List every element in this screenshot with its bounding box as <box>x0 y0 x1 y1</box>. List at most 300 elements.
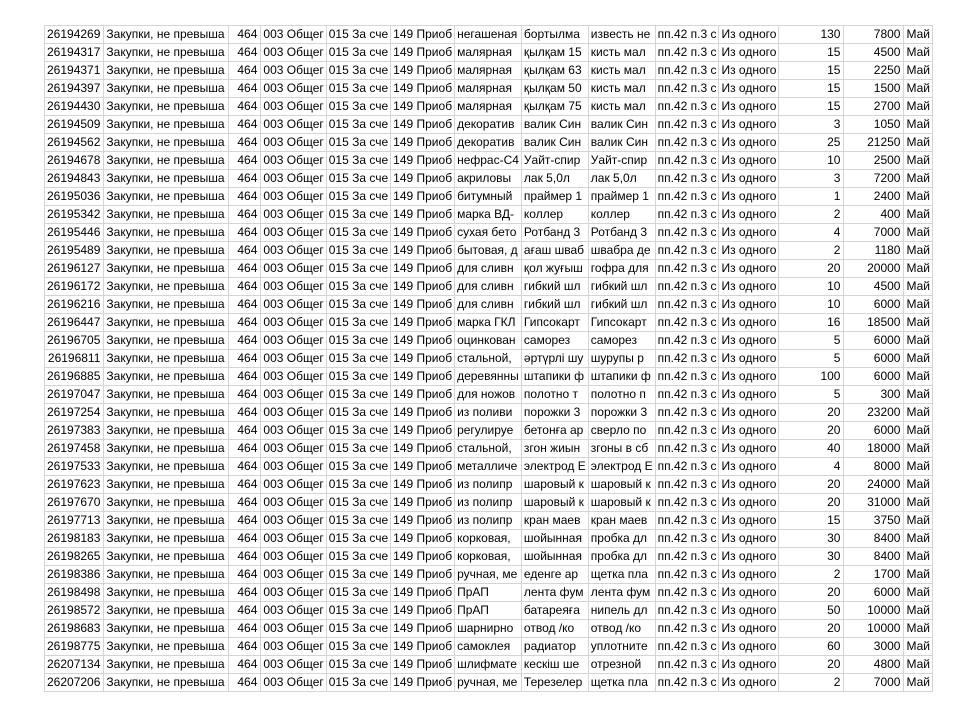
code-cell[interactable]: 464 <box>229 422 261 440</box>
org-cell[interactable]: 003 Общег <box>261 188 326 206</box>
amount-cell[interactable]: 2250 <box>844 62 904 80</box>
method-cell[interactable]: Из одного <box>719 44 779 62</box>
month-cell[interactable]: Май <box>904 440 933 458</box>
name-kz-cell[interactable]: радиатор <box>521 638 588 656</box>
quantity-cell[interactable]: 3 <box>779 116 844 134</box>
article-cell[interactable]: пп.42 п.3 с <box>655 44 719 62</box>
article-cell[interactable]: пп.42 п.3 с <box>655 26 719 44</box>
id-cell[interactable]: 26197713 <box>45 512 104 530</box>
name-ru-cell[interactable]: электрод Е <box>588 458 655 476</box>
specifics-cell[interactable]: 149 Приоб <box>391 440 455 458</box>
name-ru-cell[interactable]: гофра для <box>588 260 655 278</box>
funding-cell[interactable]: 015 За сче <box>326 350 390 368</box>
org-cell[interactable]: 003 Общег <box>261 332 326 350</box>
amount-cell[interactable]: 18000 <box>844 440 904 458</box>
quantity-cell[interactable]: 5 <box>779 386 844 404</box>
quantity-cell[interactable]: 30 <box>779 548 844 566</box>
code-cell[interactable]: 464 <box>229 62 261 80</box>
funding-cell[interactable]: 015 За сче <box>326 674 390 692</box>
id-cell[interactable]: 26195489 <box>45 242 104 260</box>
article-cell[interactable]: пп.42 п.3 с <box>655 422 719 440</box>
characteristic-cell[interactable]: малярная <box>455 80 522 98</box>
characteristic-cell[interactable]: оцинкован <box>455 332 522 350</box>
characteristic-cell[interactable]: из полипр <box>455 476 522 494</box>
method-cell[interactable]: Из одного <box>719 440 779 458</box>
article-cell[interactable]: пп.42 п.3 с <box>655 314 719 332</box>
name-ru-cell[interactable]: нипель дл <box>588 602 655 620</box>
purchase-type-cell[interactable]: Закупки, не превыша <box>104 278 229 296</box>
name-kz-cell[interactable]: шаровый к <box>521 476 588 494</box>
month-cell[interactable]: Май <box>904 458 933 476</box>
characteristic-cell[interactable]: малярная <box>455 62 522 80</box>
method-cell[interactable]: Из одного <box>719 422 779 440</box>
article-cell[interactable]: пп.42 п.3 с <box>655 134 719 152</box>
name-kz-cell[interactable]: қылқам 50 <box>521 80 588 98</box>
method-cell[interactable]: Из одного <box>719 476 779 494</box>
org-cell[interactable]: 003 Общег <box>261 548 326 566</box>
amount-cell[interactable]: 4500 <box>844 278 904 296</box>
funding-cell[interactable]: 015 За сче <box>326 332 390 350</box>
purchase-type-cell[interactable]: Закупки, не превыша <box>104 62 229 80</box>
specifics-cell[interactable]: 149 Приоб <box>391 350 455 368</box>
org-cell[interactable]: 003 Общег <box>261 440 326 458</box>
method-cell[interactable]: Из одного <box>719 584 779 602</box>
quantity-cell[interactable]: 25 <box>779 134 844 152</box>
name-ru-cell[interactable]: коллер <box>588 206 655 224</box>
characteristic-cell[interactable]: ПрАП <box>455 602 522 620</box>
name-kz-cell[interactable]: ағаш шваб <box>521 242 588 260</box>
code-cell[interactable]: 464 <box>229 386 261 404</box>
purchase-type-cell[interactable]: Закупки, не превыша <box>104 206 229 224</box>
funding-cell[interactable]: 015 За сче <box>326 368 390 386</box>
purchase-type-cell[interactable]: Закупки, не превыша <box>104 674 229 692</box>
code-cell[interactable]: 464 <box>229 584 261 602</box>
specifics-cell[interactable]: 149 Приоб <box>391 260 455 278</box>
amount-cell[interactable]: 7200 <box>844 170 904 188</box>
purchase-type-cell[interactable]: Закупки, не превыша <box>104 134 229 152</box>
name-kz-cell[interactable]: Уайт-спир <box>521 152 588 170</box>
quantity-cell[interactable]: 15 <box>779 98 844 116</box>
purchase-type-cell[interactable]: Закупки, не превыша <box>104 548 229 566</box>
code-cell[interactable]: 464 <box>229 476 261 494</box>
specifics-cell[interactable]: 149 Приоб <box>391 296 455 314</box>
code-cell[interactable]: 464 <box>229 530 261 548</box>
characteristic-cell[interactable]: для сливн <box>455 296 522 314</box>
characteristic-cell[interactable]: ПрАП <box>455 584 522 602</box>
amount-cell[interactable]: 6000 <box>844 368 904 386</box>
quantity-cell[interactable]: 15 <box>779 62 844 80</box>
org-cell[interactable]: 003 Общег <box>261 656 326 674</box>
org-cell[interactable]: 003 Общег <box>261 242 326 260</box>
funding-cell[interactable]: 015 За сче <box>326 602 390 620</box>
specifics-cell[interactable]: 149 Приоб <box>391 80 455 98</box>
name-kz-cell[interactable]: қылқам 75 <box>521 98 588 116</box>
amount-cell[interactable]: 6000 <box>844 422 904 440</box>
characteristic-cell[interactable]: стальной, <box>455 350 522 368</box>
quantity-cell[interactable]: 30 <box>779 530 844 548</box>
article-cell[interactable]: пп.42 п.3 с <box>655 188 719 206</box>
month-cell[interactable]: Май <box>904 296 933 314</box>
name-ru-cell[interactable]: лак 5,0л <box>588 170 655 188</box>
amount-cell[interactable]: 7000 <box>844 224 904 242</box>
specifics-cell[interactable]: 149 Приоб <box>391 566 455 584</box>
characteristic-cell[interactable]: для сливн <box>455 278 522 296</box>
specifics-cell[interactable]: 149 Приоб <box>391 512 455 530</box>
quantity-cell[interactable]: 4 <box>779 224 844 242</box>
code-cell[interactable]: 464 <box>229 512 261 530</box>
specifics-cell[interactable]: 149 Приоб <box>391 332 455 350</box>
name-ru-cell[interactable]: кисть мал <box>588 98 655 116</box>
characteristic-cell[interactable]: нефрас-С4 <box>455 152 522 170</box>
month-cell[interactable]: Май <box>904 332 933 350</box>
article-cell[interactable]: пп.42 п.3 с <box>655 278 719 296</box>
amount-cell[interactable]: 6000 <box>844 296 904 314</box>
quantity-cell[interactable]: 16 <box>779 314 844 332</box>
org-cell[interactable]: 003 Общег <box>261 494 326 512</box>
amount-cell[interactable]: 10000 <box>844 602 904 620</box>
id-cell[interactable]: 26197623 <box>45 476 104 494</box>
code-cell[interactable]: 464 <box>229 350 261 368</box>
funding-cell[interactable]: 015 За сче <box>326 476 390 494</box>
purchase-type-cell[interactable]: Закупки, не превыша <box>104 422 229 440</box>
month-cell[interactable]: Май <box>904 62 933 80</box>
characteristic-cell[interactable]: шлифмате <box>455 656 522 674</box>
purchase-type-cell[interactable]: Закупки, не превыша <box>104 116 229 134</box>
month-cell[interactable]: Май <box>904 584 933 602</box>
characteristic-cell[interactable]: ручная, ме <box>455 566 522 584</box>
specifics-cell[interactable]: 149 Приоб <box>391 242 455 260</box>
quantity-cell[interactable]: 100 <box>779 368 844 386</box>
purchase-type-cell[interactable]: Закупки, не превыша <box>104 296 229 314</box>
name-kz-cell[interactable]: валик Син <box>521 116 588 134</box>
method-cell[interactable]: Из одного <box>719 548 779 566</box>
funding-cell[interactable]: 015 За сче <box>326 206 390 224</box>
name-ru-cell[interactable]: валик Син <box>588 134 655 152</box>
specifics-cell[interactable]: 149 Приоб <box>391 62 455 80</box>
code-cell[interactable]: 464 <box>229 638 261 656</box>
specifics-cell[interactable]: 149 Приоб <box>391 152 455 170</box>
month-cell[interactable]: Май <box>904 242 933 260</box>
name-kz-cell[interactable]: полотно т <box>521 386 588 404</box>
code-cell[interactable]: 464 <box>229 602 261 620</box>
method-cell[interactable]: Из одного <box>719 404 779 422</box>
method-cell[interactable]: Из одного <box>719 350 779 368</box>
month-cell[interactable]: Май <box>904 314 933 332</box>
article-cell[interactable]: пп.42 п.3 с <box>655 170 719 188</box>
org-cell[interactable]: 003 Общег <box>261 386 326 404</box>
month-cell[interactable]: Май <box>904 656 933 674</box>
funding-cell[interactable]: 015 За сче <box>326 584 390 602</box>
article-cell[interactable]: пп.42 п.3 с <box>655 224 719 242</box>
id-cell[interactable]: 26194509 <box>45 116 104 134</box>
code-cell[interactable]: 464 <box>229 224 261 242</box>
specifics-cell[interactable]: 149 Приоб <box>391 116 455 134</box>
method-cell[interactable]: Из одного <box>719 188 779 206</box>
org-cell[interactable]: 003 Общег <box>261 350 326 368</box>
org-cell[interactable]: 003 Общег <box>261 224 326 242</box>
quantity-cell[interactable]: 2 <box>779 674 844 692</box>
month-cell[interactable]: Май <box>904 44 933 62</box>
article-cell[interactable]: пп.42 п.3 с <box>655 440 719 458</box>
specifics-cell[interactable]: 149 Приоб <box>391 422 455 440</box>
specifics-cell[interactable]: 149 Приоб <box>391 134 455 152</box>
name-ru-cell[interactable]: сверло по <box>588 422 655 440</box>
purchase-type-cell[interactable]: Закупки, не превыша <box>104 494 229 512</box>
code-cell[interactable]: 464 <box>229 260 261 278</box>
funding-cell[interactable]: 015 За сче <box>326 530 390 548</box>
name-ru-cell[interactable]: Ротбанд 3 <box>588 224 655 242</box>
purchase-type-cell[interactable]: Закупки, не превыша <box>104 314 229 332</box>
amount-cell[interactable]: 2500 <box>844 152 904 170</box>
id-cell[interactable]: 26196127 <box>45 260 104 278</box>
purchase-type-cell[interactable]: Закупки, не превыша <box>104 476 229 494</box>
id-cell[interactable]: 26194317 <box>45 44 104 62</box>
name-ru-cell[interactable]: праймер 1 <box>588 188 655 206</box>
article-cell[interactable]: пп.42 п.3 с <box>655 404 719 422</box>
name-ru-cell[interactable]: известь не <box>588 26 655 44</box>
funding-cell[interactable]: 015 За сче <box>326 566 390 584</box>
method-cell[interactable]: Из одного <box>719 242 779 260</box>
name-kz-cell[interactable]: қол жуғыш <box>521 260 588 278</box>
name-kz-cell[interactable]: отвод /ко <box>521 620 588 638</box>
characteristic-cell[interactable]: для сливн <box>455 260 522 278</box>
method-cell[interactable]: Из одного <box>719 152 779 170</box>
characteristic-cell[interactable]: регулируе <box>455 422 522 440</box>
characteristic-cell[interactable]: акриловы <box>455 170 522 188</box>
month-cell[interactable]: Май <box>904 602 933 620</box>
name-kz-cell[interactable]: кескіш ше <box>521 656 588 674</box>
specifics-cell[interactable]: 149 Приоб <box>391 386 455 404</box>
method-cell[interactable]: Из одного <box>719 530 779 548</box>
id-cell[interactable]: 26198775 <box>45 638 104 656</box>
name-kz-cell[interactable]: лента фум <box>521 584 588 602</box>
org-cell[interactable]: 003 Общег <box>261 152 326 170</box>
quantity-cell[interactable]: 20 <box>779 656 844 674</box>
funding-cell[interactable]: 015 За сче <box>326 134 390 152</box>
id-cell[interactable]: 26197670 <box>45 494 104 512</box>
amount-cell[interactable]: 1700 <box>844 566 904 584</box>
quantity-cell[interactable]: 15 <box>779 80 844 98</box>
id-cell[interactable]: 26195036 <box>45 188 104 206</box>
method-cell[interactable]: Из одного <box>719 656 779 674</box>
name-kz-cell[interactable]: гибкий шл <box>521 278 588 296</box>
name-kz-cell[interactable]: еденге ар <box>521 566 588 584</box>
purchase-type-cell[interactable]: Закупки, не превыша <box>104 620 229 638</box>
org-cell[interactable]: 003 Общег <box>261 26 326 44</box>
quantity-cell[interactable]: 20 <box>779 476 844 494</box>
article-cell[interactable]: пп.42 п.3 с <box>655 656 719 674</box>
purchase-type-cell[interactable]: Закупки, не превыша <box>104 530 229 548</box>
purchase-type-cell[interactable]: Закупки, не превыша <box>104 656 229 674</box>
article-cell[interactable]: пп.42 п.3 с <box>655 494 719 512</box>
funding-cell[interactable]: 015 За сче <box>326 224 390 242</box>
name-ru-cell[interactable]: шаровый к <box>588 476 655 494</box>
name-kz-cell[interactable]: гибкий шл <box>521 296 588 314</box>
name-ru-cell[interactable]: шаровый к <box>588 494 655 512</box>
purchase-type-cell[interactable]: Закупки, не превыша <box>104 332 229 350</box>
specifics-cell[interactable]: 149 Приоб <box>391 368 455 386</box>
method-cell[interactable]: Из одного <box>719 566 779 584</box>
id-cell[interactable]: 26196216 <box>45 296 104 314</box>
code-cell[interactable]: 464 <box>229 494 261 512</box>
month-cell[interactable]: Май <box>904 80 933 98</box>
quantity-cell[interactable]: 60 <box>779 638 844 656</box>
org-cell[interactable]: 003 Общег <box>261 566 326 584</box>
code-cell[interactable]: 464 <box>229 98 261 116</box>
id-cell[interactable]: 26198572 <box>45 602 104 620</box>
quantity-cell[interactable]: 10 <box>779 278 844 296</box>
purchase-type-cell[interactable]: Закупки, не превыша <box>104 98 229 116</box>
method-cell[interactable]: Из одного <box>719 224 779 242</box>
org-cell[interactable]: 003 Общег <box>261 530 326 548</box>
name-kz-cell[interactable]: згон жиын <box>521 440 588 458</box>
id-cell[interactable]: 26198683 <box>45 620 104 638</box>
name-ru-cell[interactable]: щетка пла <box>588 566 655 584</box>
id-cell[interactable]: 26194397 <box>45 80 104 98</box>
month-cell[interactable]: Май <box>904 152 933 170</box>
amount-cell[interactable]: 400 <box>844 206 904 224</box>
specifics-cell[interactable]: 149 Приоб <box>391 530 455 548</box>
purchase-type-cell[interactable]: Закупки, не превыша <box>104 26 229 44</box>
method-cell[interactable]: Из одного <box>719 332 779 350</box>
name-kz-cell[interactable]: электрод Е <box>521 458 588 476</box>
org-cell[interactable]: 003 Общег <box>261 602 326 620</box>
id-cell[interactable]: 26196811 <box>45 350 104 368</box>
name-ru-cell[interactable]: Гипсокарт <box>588 314 655 332</box>
name-kz-cell[interactable]: Терезелер <box>521 674 588 692</box>
id-cell[interactable]: 26194562 <box>45 134 104 152</box>
purchase-type-cell[interactable]: Закупки, не превыша <box>104 440 229 458</box>
name-ru-cell[interactable]: згоны в сб <box>588 440 655 458</box>
code-cell[interactable]: 464 <box>229 440 261 458</box>
id-cell[interactable]: 26196447 <box>45 314 104 332</box>
month-cell[interactable]: Май <box>904 260 933 278</box>
characteristic-cell[interactable]: декоратив <box>455 134 522 152</box>
id-cell[interactable]: 26198386 <box>45 566 104 584</box>
month-cell[interactable]: Май <box>904 224 933 242</box>
method-cell[interactable]: Из одного <box>719 62 779 80</box>
article-cell[interactable]: пп.42 п.3 с <box>655 350 719 368</box>
purchase-type-cell[interactable]: Закупки, не превыша <box>104 224 229 242</box>
org-cell[interactable]: 003 Общег <box>261 260 326 278</box>
method-cell[interactable]: Из одного <box>719 26 779 44</box>
id-cell[interactable]: 26194678 <box>45 152 104 170</box>
org-cell[interactable]: 003 Общег <box>261 620 326 638</box>
id-cell[interactable]: 26198498 <box>45 584 104 602</box>
month-cell[interactable]: Май <box>904 422 933 440</box>
name-ru-cell[interactable]: пробка дл <box>588 530 655 548</box>
quantity-cell[interactable]: 10 <box>779 296 844 314</box>
article-cell[interactable]: пп.42 п.3 с <box>655 98 719 116</box>
name-kz-cell[interactable]: батареяға <box>521 602 588 620</box>
characteristic-cell[interactable]: самоклея <box>455 638 522 656</box>
month-cell[interactable]: Май <box>904 350 933 368</box>
purchase-type-cell[interactable]: Закупки, не превыша <box>104 566 229 584</box>
month-cell[interactable]: Май <box>904 116 933 134</box>
org-cell[interactable]: 003 Общег <box>261 116 326 134</box>
id-cell[interactable]: 26207206 <box>45 674 104 692</box>
name-kz-cell[interactable]: шаровый к <box>521 494 588 512</box>
org-cell[interactable]: 003 Общег <box>261 134 326 152</box>
characteristic-cell[interactable]: негашеная <box>455 26 522 44</box>
month-cell[interactable]: Май <box>904 494 933 512</box>
method-cell[interactable]: Из одного <box>719 296 779 314</box>
month-cell[interactable]: Май <box>904 530 933 548</box>
id-cell[interactable]: 26197383 <box>45 422 104 440</box>
org-cell[interactable]: 003 Общег <box>261 44 326 62</box>
funding-cell[interactable]: 015 За сче <box>326 638 390 656</box>
amount-cell[interactable]: 24000 <box>844 476 904 494</box>
characteristic-cell[interactable]: корковая, <box>455 548 522 566</box>
funding-cell[interactable]: 015 За сче <box>326 242 390 260</box>
amount-cell[interactable]: 8400 <box>844 548 904 566</box>
code-cell[interactable]: 464 <box>229 170 261 188</box>
characteristic-cell[interactable]: из полипр <box>455 494 522 512</box>
specifics-cell[interactable]: 149 Приоб <box>391 44 455 62</box>
article-cell[interactable]: пп.42 п.3 с <box>655 368 719 386</box>
characteristic-cell[interactable]: битумный <box>455 188 522 206</box>
name-ru-cell[interactable]: кисть мал <box>588 44 655 62</box>
funding-cell[interactable]: 015 За сче <box>326 152 390 170</box>
amount-cell[interactable]: 1500 <box>844 80 904 98</box>
id-cell[interactable]: 26207134 <box>45 656 104 674</box>
purchase-type-cell[interactable]: Закупки, не превыша <box>104 458 229 476</box>
id-cell[interactable]: 26194843 <box>45 170 104 188</box>
month-cell[interactable]: Май <box>904 512 933 530</box>
article-cell[interactable]: пп.42 п.3 с <box>655 530 719 548</box>
org-cell[interactable]: 003 Общег <box>261 458 326 476</box>
funding-cell[interactable]: 015 За сче <box>326 314 390 332</box>
org-cell[interactable]: 003 Общег <box>261 368 326 386</box>
name-kz-cell[interactable]: шойынная <box>521 548 588 566</box>
org-cell[interactable]: 003 Общег <box>261 314 326 332</box>
specifics-cell[interactable]: 149 Приоб <box>391 476 455 494</box>
specifics-cell[interactable]: 149 Приоб <box>391 206 455 224</box>
quantity-cell[interactable]: 20 <box>779 404 844 422</box>
purchase-type-cell[interactable]: Закупки, не превыша <box>104 152 229 170</box>
id-cell[interactable]: 26195342 <box>45 206 104 224</box>
funding-cell[interactable]: 015 За сче <box>326 404 390 422</box>
name-kz-cell[interactable]: порожки 3 <box>521 404 588 422</box>
name-kz-cell[interactable]: Ротбанд 3 <box>521 224 588 242</box>
quantity-cell[interactable]: 20 <box>779 584 844 602</box>
org-cell[interactable]: 003 Общег <box>261 206 326 224</box>
code-cell[interactable]: 464 <box>229 80 261 98</box>
amount-cell[interactable]: 18500 <box>844 314 904 332</box>
name-kz-cell[interactable]: лак 5,0л <box>521 170 588 188</box>
characteristic-cell[interactable]: марка ВД- <box>455 206 522 224</box>
article-cell[interactable]: пп.42 п.3 с <box>655 116 719 134</box>
specifics-cell[interactable]: 149 Приоб <box>391 314 455 332</box>
article-cell[interactable]: пп.42 п.3 с <box>655 332 719 350</box>
specifics-cell[interactable]: 149 Приоб <box>391 602 455 620</box>
org-cell[interactable]: 003 Общег <box>261 170 326 188</box>
article-cell[interactable]: пп.42 п.3 с <box>655 476 719 494</box>
method-cell[interactable]: Из одного <box>719 494 779 512</box>
month-cell[interactable]: Май <box>904 674 933 692</box>
name-ru-cell[interactable]: кисть мал <box>588 62 655 80</box>
amount-cell[interactable]: 23200 <box>844 404 904 422</box>
article-cell[interactable]: пп.42 п.3 с <box>655 674 719 692</box>
specifics-cell[interactable]: 149 Приоб <box>391 638 455 656</box>
amount-cell[interactable]: 7800 <box>844 26 904 44</box>
org-cell[interactable]: 003 Общег <box>261 422 326 440</box>
funding-cell[interactable]: 015 За сче <box>326 620 390 638</box>
month-cell[interactable]: Май <box>904 386 933 404</box>
quantity-cell[interactable]: 2 <box>779 566 844 584</box>
code-cell[interactable]: 464 <box>229 620 261 638</box>
funding-cell[interactable]: 015 За сче <box>326 656 390 674</box>
